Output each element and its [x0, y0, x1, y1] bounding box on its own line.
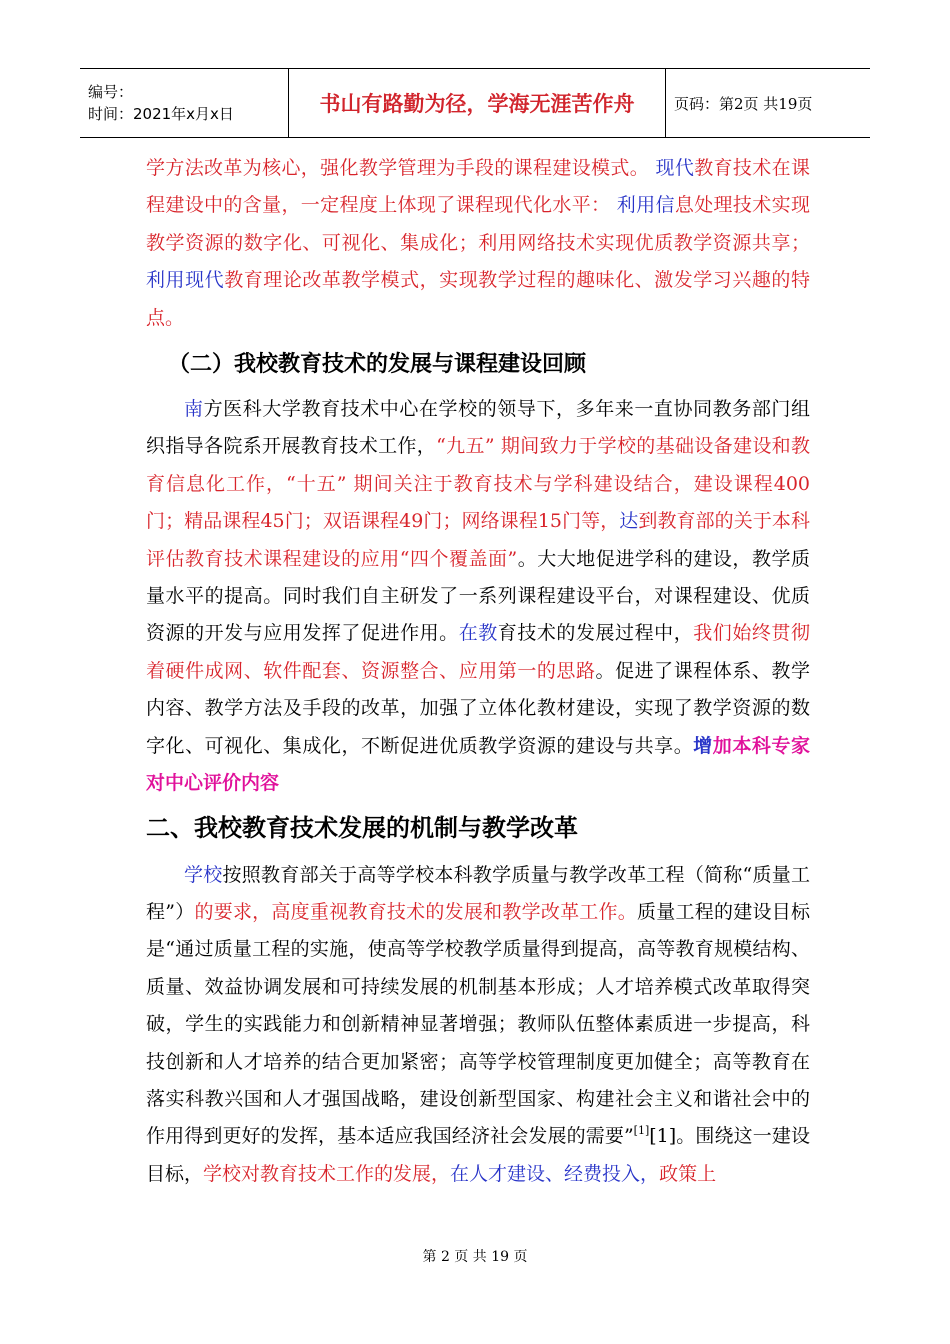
text-run: 现代	[655, 157, 695, 179]
text-run: 的要求，高度重视教育技术的发展和教学改革工作。	[194, 900, 638, 923]
document-body	[146, 150, 810, 1193]
text-run: 。大大地促进学科的建设，教学质量水平的提高。同时我们自主研发了一系列课程建设平台，对课程建设、优质资源的开发与应用发挥了促进作用。	[146, 547, 810, 645]
time-label: 时间：2021年x月x日	[88, 105, 234, 123]
text-run: 育技术的发展过程中，	[497, 622, 694, 645]
text-run: 在人才建设、	[450, 1162, 565, 1185]
text-run: 利用信	[616, 194, 675, 217]
header-meta	[80, 69, 289, 137]
text-run: 学校对教育技术工作的发展，	[203, 1162, 451, 1185]
text-run: 利用现代	[146, 269, 225, 292]
text-run: 学校	[184, 863, 223, 886]
text-run: 南	[184, 398, 204, 421]
header-motto: 书山有路勤为径，学海无涯苦作舟	[289, 69, 666, 137]
text-run: 达	[619, 510, 639, 533]
text-run: 方医科大学教育技术中心在学校的领导下，多年来一直协同教务部门组织指导各院系开展教育技术工作，	[146, 398, 810, 458]
paragraph-intro	[146, 150, 810, 337]
text-run: 按照教育部关于高等学校本科教学质量与教学改革工程（简称“质量工程”）	[146, 863, 810, 923]
text-run: 学方法改革为核心，强化教学管理为手段的课程建设模式。	[146, 157, 650, 179]
paragraph-review	[146, 391, 810, 802]
text-run: “九五” 期间致力于学校的基础设备建设和教育信息化工作，“十五” 期间关注于教育技术与学科建设结合，建设课程400门；精品课程45门；双语课程49门；网络课程15门等，	[146, 435, 810, 533]
section-heading: 二、我校教育技术发展的机制与教学改革	[146, 813, 578, 842]
text-run: 在教	[458, 622, 498, 645]
text-run: 到教育部的关于本科评估教育技术课程建设的应用“四个覆盖面”	[146, 510, 810, 570]
text-run: 教育技术在课程建设中的含量，一定程度上体现了课程现代化水平：	[146, 157, 810, 217]
paragraph-mechanism	[146, 857, 810, 1194]
page-header	[80, 68, 870, 138]
text-run: 增	[693, 734, 713, 757]
text-run: 教育理论改革教学模式，实现教学过程的趣味化、激发学习兴趣的特点。	[146, 269, 810, 329]
text-run: 经费投入，	[564, 1162, 660, 1185]
text-run: 。促进了课程体系、教学内容、教学方法及手段的改革，加强了立体化教材建设，实现了教学资源的数字化、可视化、集成化，不断促进优质教学资源的建设与共享。	[146, 659, 810, 757]
page-footer: 第 2 页 共 19 页	[422, 1249, 528, 1265]
header-page-info: 页码：第2页 共19页	[674, 94, 813, 113]
subsection-heading: （二）我校教育技术的发展与课程建设回顾	[168, 352, 587, 378]
text-run: [1]。围绕这一建设目标，	[146, 1125, 811, 1185]
number-label: 编号：	[88, 83, 134, 101]
text-run: 我们始终贯彻着硬件成网、软件配套、资源整合、应用第一的思路	[146, 622, 810, 682]
text-run: 加本科专家对中心评价内容	[146, 734, 810, 795]
text-run: 息处理技术实现教学资源的数字化、可视化、集成化；利用网络技术实现优质教学资源共享；	[146, 194, 810, 254]
text-run: 质量工程的建设目标是“通过质量工程的实施，使高等学校教学质量得到提高，高等教育规模结构、质量、效益协调发展和可持续发展的机制基本形成；人才培养模式改革取得突破，学生的实践能力和创新精神显著增强；教师队伍整体素质进一步提高，科技创新和人才培养的结合更加紧密；高等学校管理制度更加健全；高等教育在落实科教兴国和人才强国战略，建设创新型国家、构建社会主义和谐社会中的作用得到更好的发挥，基本适应我国经济社会发展的需要”	[146, 900, 810, 1148]
text-run: 政策上	[659, 1162, 717, 1185]
citation-superscript: [1]	[633, 1124, 650, 1138]
